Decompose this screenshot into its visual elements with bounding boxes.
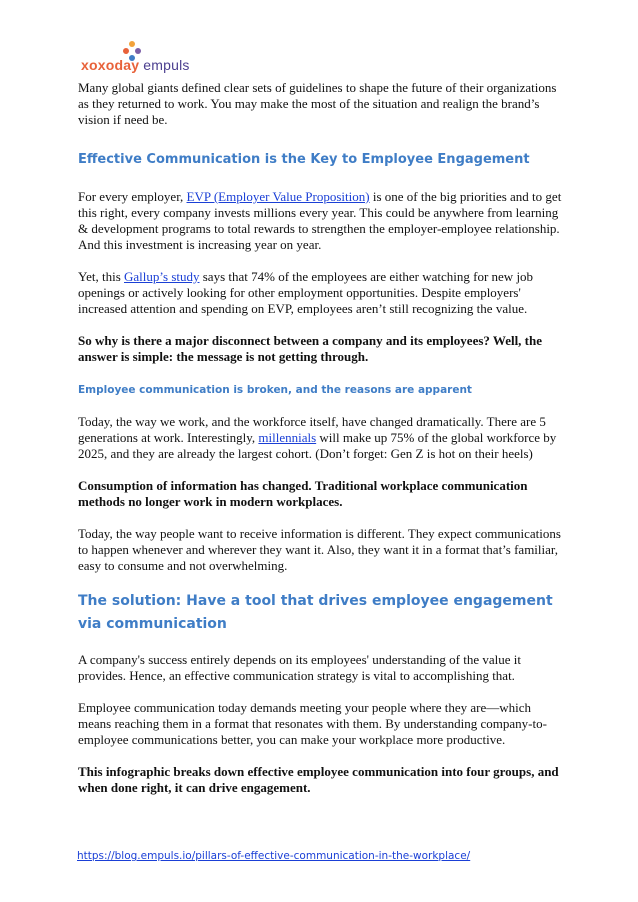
source-url-link[interactable]: https://blog.empuls.io/pillars-of-effective-communication-in-the-workplace/ — [77, 850, 471, 862]
evp-paragraph: For every employer, EVP (Employer Value Proposition) is one of the big priorities and to get this right, every company invests millions every year. This could be anywhere from learning & development programs to total rewards to strengthen the employer-employee relationship. And this investment is increasing year on year. — [78, 189, 562, 252]
intro-paragraph: Many global giants defined clear sets of guidelines to shape the future of their organizations as they returned to work. You may make the most of the situation and realign the brand’s vision if need be. — [78, 80, 557, 127]
section-heading-communication-broken: Employee communication is broken, and the reasons are apparent — [78, 384, 472, 396]
consumption-paragraph: Consumption of information has changed. Traditional workplace communication methods no longer work in modern workplaces. — [78, 478, 528, 509]
workforce-paragraph: Today, the way we work, and the workforce itself, have changed dramatically. There are 5 generations at work. Interestingly, millennials will make up 75% of the global workforce by 2025, and they are already the largest cohort. (Don’t forget: Gen Z is hot on their heels) — [78, 414, 557, 461]
gallup-paragraph: Yet, this Gallup’s study says that 74% of the employees are either watching for new job openings or actively looking for other employment opportunities. Despite employers' increased attention and spending on EVP, employees aren’t still recognizing the value. — [78, 269, 534, 316]
expectations-paragraph: Today, the way people want to receive information is different. They expect communications to happen whenever and wherever they want it. Also, they want it in a format that’s familiar, easy to consume and not overwhelming. — [78, 526, 561, 573]
millennials-link[interactable]: millennials — [258, 430, 317, 445]
logo-wordmark: xoxoday empuls — [81, 57, 190, 73]
meeting-people-paragraph: Employee communication today demands meeting your people where they are—which means reaching them in a format that resonates with them. By understanding company-to-employee communications better, you can make your workplace more productive. — [78, 700, 547, 747]
section-heading-effective-communication: Effective Communication is the Key to Employee Engagement — [78, 152, 530, 167]
gallup-study-link[interactable]: Gallup’s study — [124, 269, 200, 284]
disconnect-paragraph: So why is there a major disconnect between a company and its employees? Well, the answer is simple: the message is not getting through. — [78, 333, 543, 364]
evp-link[interactable]: EVP (Employer Value Proposition) — [186, 189, 370, 204]
article-body — [78, 80, 562, 796]
infographic-paragraph: This infographic breaks down effective employee communication into four groups, and when done right, it can drive engagement. — [78, 764, 559, 795]
empuls-logo — [81, 40, 191, 76]
success-paragraph: A company's success entirely depends on its employees' understanding of the value it provides. Hence, an effective communication strategy is vital to accomplishing that. — [78, 652, 521, 683]
section-heading-solution: The solution: Have a tool that drives employee engagement via communication — [78, 593, 553, 632]
